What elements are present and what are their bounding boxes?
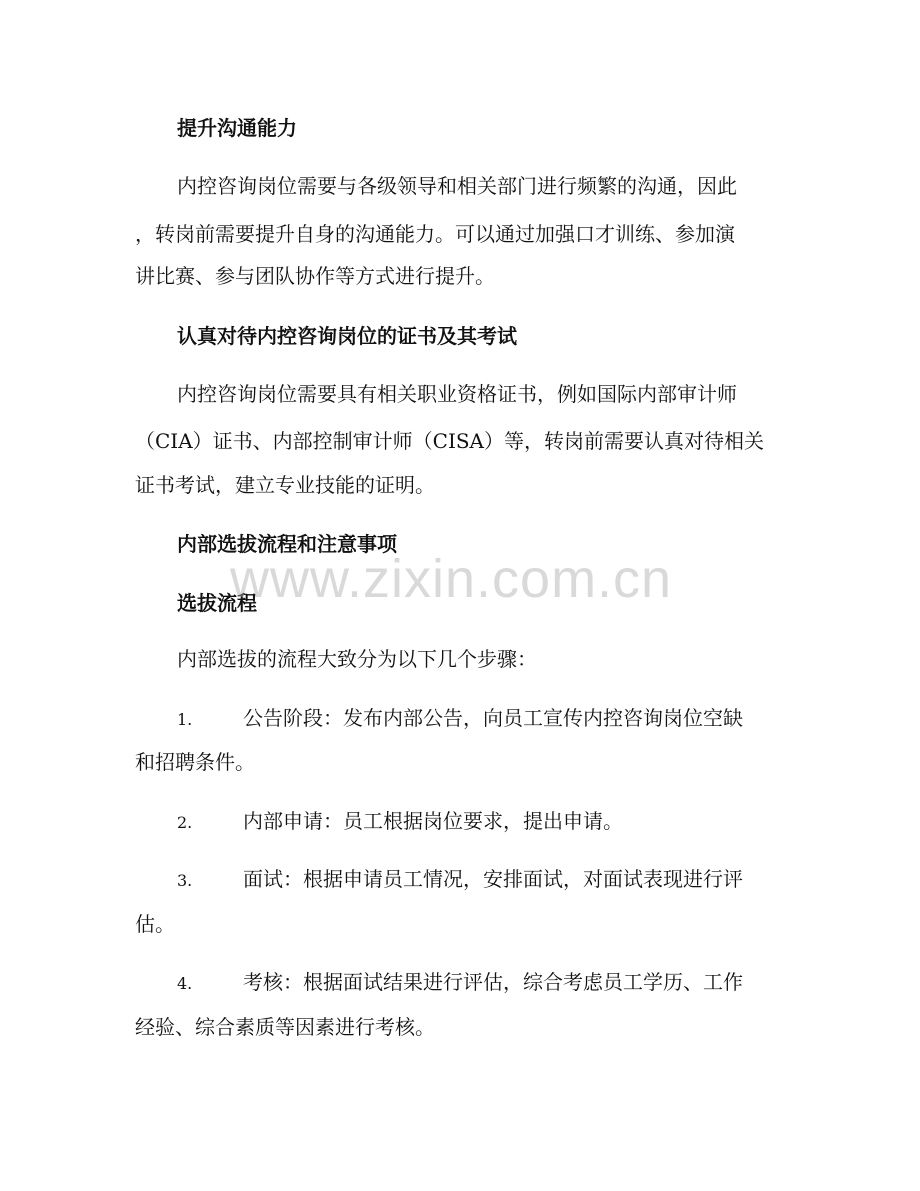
- list-number: 4.: [177, 974, 193, 993]
- list-item-continuation: 和招聘条件。: [135, 750, 255, 774]
- list-item-text: 内部申请：员工根据岗位要求，提出申请。: [243, 809, 623, 833]
- list-item-text: 考核：根据面试结果进行评估，综合考虑员工学历、工作: [243, 970, 743, 994]
- list-item: [177, 865, 743, 895]
- list-item: [177, 704, 743, 734]
- paragraph-line: ，转岗前需要提升自身的沟通能力。可以通过加强口才训练、参加演: [135, 222, 735, 246]
- list-number: 3.: [177, 871, 193, 890]
- section-heading-communication: 提升沟通能力: [177, 116, 297, 140]
- paragraph-line: 证书考试，建立专业技能的证明。: [135, 473, 435, 497]
- list-item-text: 公告阶段：发布内部公告，向员工宣传内控咨询岗位空缺: [243, 706, 743, 730]
- list-item-continuation: 估。: [135, 912, 175, 936]
- list-item-text: 面试：根据申请员工情况，安排面试，对面试表现进行评: [243, 867, 743, 891]
- section-heading-certificates: 认真对待内控咨询岗位的证书及其考试: [177, 324, 517, 348]
- paragraph-line: 讲比赛、参与团队协作等方式进行提升。: [135, 264, 495, 288]
- subheading-selection-process: 选拔流程: [177, 591, 257, 615]
- list-number: 1.: [177, 710, 193, 729]
- list-item: [177, 968, 743, 998]
- section-heading-selection: 内部选拔流程和注意事项: [177, 532, 397, 556]
- watermark-text: www.zixin.com.cn: [230, 549, 673, 609]
- paragraph-line: （CIA）证书、内部控制审计师（CISA）等，转岗前需要认真对待相关: [135, 429, 764, 453]
- list-item: [177, 807, 623, 837]
- paragraph-line: 内控咨询岗位需要与各级领导和相关部门进行频繁的沟通，因此: [177, 174, 737, 198]
- list-number: 2.: [177, 813, 193, 832]
- list-item-continuation: 经验、综合素质等因素进行考核。: [135, 1015, 435, 1039]
- paragraph-line: 内部选拔的流程大致分为以下几个步骤：: [177, 647, 537, 671]
- paragraph-line: 内控咨询岗位需要具有相关职业资格证书，例如国际内部审计师: [177, 382, 737, 406]
